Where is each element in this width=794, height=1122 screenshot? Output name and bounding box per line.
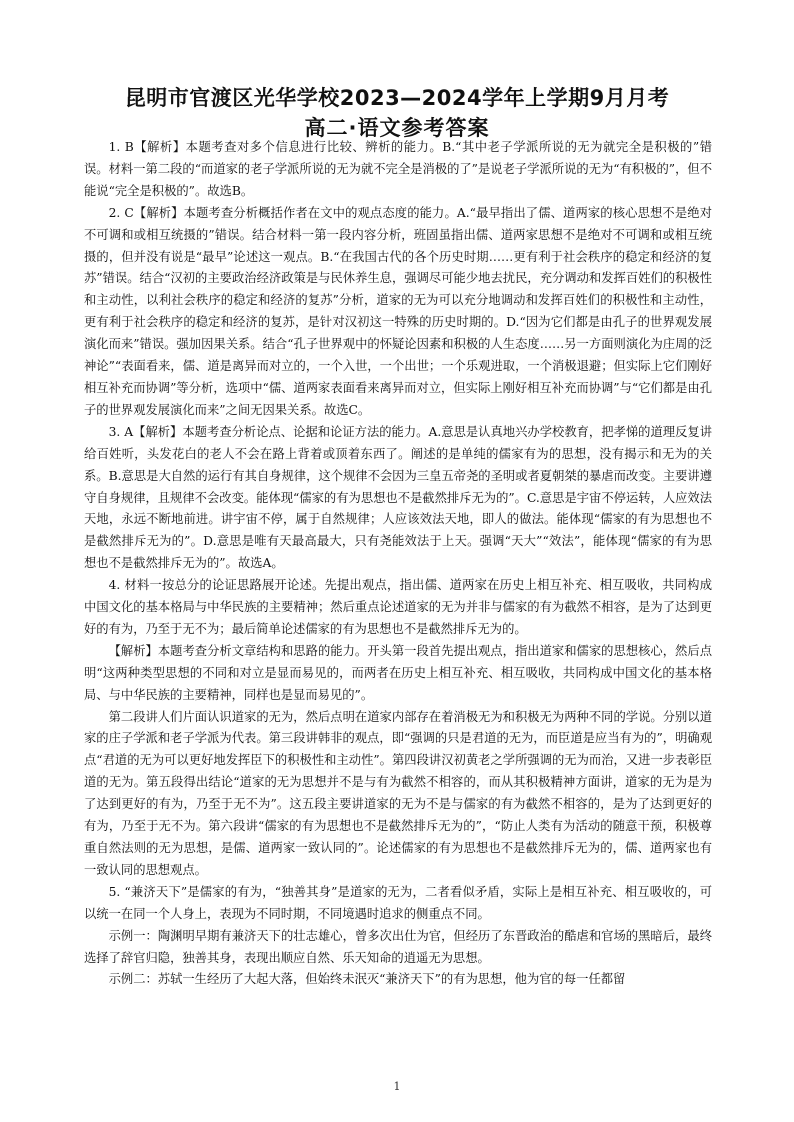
answer-q5-example-1: 示例一：陶渊明早期有兼济天下的壮志雄心，曾多次出仕为官，但经历了东晋政治的酷虐和官场的黑暗后，最终选择了辞官归隐，独善其身，表现出顺应自然、乐天知命的逍遥无为思想。 [84,928,712,965]
answer-q4: 4. 材料一按总分的论证思路展开论述。先提出观点，指出儒、道两家在历史上相互补充、相互吸收，共同构成中国文化的基本格局与中华民族的主要精神；然后重点论述道家的无为并非与儒家的有为截然不相容，是为了达到更好的有为，乃至于无不为；最后简单论述儒家的有为思想也不是截然排斥无为的。 [84,578,712,636]
answer-q5-example-2: 示例二：苏轼一生经历了大起大落，但始终未泯灭“兼济天下”的有为思想，他为官的每一任都留 [108,972,626,987]
answer-q1: 1. B【解析】本题考查对多个信息进行比较、辨析的能力。B.“其中老子学派所说的无为就完全是积极的”错误。材料一第二段的“而道家的老子学派所说的无为就不完全是消极的了”是说老子学派所说的无为“有积极的”，但不能说“完全是积极的”。故选B。 [84,140,712,198]
page-number: 1 [393,1080,401,1093]
answer-subtitle: 高二·语文参考答案 [304,116,490,140]
answer-q2: 2. C【解析】本题考查分析概括作者在文中的观点态度的能力。A.“最早指出了儒、道两家的核心思想不是绝对不可调和或相互统摄的”错误。结合材料一第一段内容分析，班固虽指出儒、道两家思想不是绝对不可调和或相互统摄的，但并没有说是“最早”论述这一观点。B.“在我国古代的各个历史时期……更有利于社会秩序的稳定和经济的复苏”错误。结合“汉初的主要政治经济政策是与民休养生息，强调尽可能少地去扰民，充分调动和发挥百姓们的积极性和主动性，以利社会秩序的稳定和经济的复苏”分析，道家的无为可以充分地调动和发挥百姓们的积极性和主动性，更有利于社会秩序的稳定和经济的复苏，是针对汉初这一特殊的历史时期的。D.“因为它们都是由孔子的世界观发展演化而来”错误。强加因果关系。结合“孔子世界观中的怀疑论因素和积极的人生态度……另一方面则演化为庄周的泛神论”“表面看来，儒、道是离异而对立的，一个入世，一个出世；一个乐观进取，一个消极退避；但实际上它们刚好相互补充而协调”等分析，选项中“儒、道两家表面看来离异而对立，但实际上刚好相互补充而协调”与“它们都是由孔子的世界观发展演化而来”之间无因果关系。故选C。 [84,205,712,417]
answer-q4-analysis: 【解析】本题考查分析文章结构和思路的能力。开头第一段首先提出观点，指出道家和儒家的思想核心，然后点明“这两种类型思想的不同和对立是显而易见的，而两者在历史上相互补充、相互吸收，共同构成中国文化的基本格局、与中华民族的主要精神，同样也是显而易见的”。 [84,643,712,702]
answer-q5: 5. “兼济天下”是儒家的有为，“独善其身”是道家的无为，二者看似矛盾，实际上是相互补充、相互吸收的，可以统一在同一个人身上，表现为不同时期，不同境遇时追求的侧重点不同。 [84,884,712,921]
answer-q4-analysis-cont: 第二段讲人们片面认识道家的无为，然后点明在道家内部存在着消极无为和积极无为两种不同的学说。分别以道家的庄子学派和老子学派为代表。第三段讲韩非的观点，即“强调的只是君道的无为，而臣道是应当有为的”，明确观点“君道的无为可以更好地发挥臣下的积极性和主动性”。第四段讲汉初黄老之学所强调的无为而治，又进一步表彰臣道的无为。第五段得出结论“道家的无为思想并不是与有为截然不相容的，而从其积极精神方面讲，道家的无为是为了达到更好的有为，乃至于无不为”。这五段主要讲道家的无为不是与儒家的有为截然不相容的，是为了达到更好的有为，乃至于无不为。第六段讲“儒家的有为思想也不是截然排斥无为的”，“防止人类有为活动的随意干预，积极尊重自然法则的无为思想，是儒、道两家一致认同的”。论述儒家的有为思想也不是截然排斥无为的，儒、道两家也有一致认同的思想观点。 [84,709,712,877]
exam-title: 昆明市官渡区光华学校2023—2024学年上学期9月月考 [124,86,670,110]
answer-body [84,137,712,991]
answer-q3: 3. A【解析】本题考查分析论点、论据和论证方法的能力。A.意思是认真地兴办学校教育，把孝悌的道理反复讲给百姓听，头发花白的老人不会在路上背着或顶着东西了。阐述的是单纯的儒家有为的思想，没有揭示和无为的关系。B.意思是大自然的运行有其自身规律，这个规律不会因为三皇五帝尧的圣明或者夏朝桀的暴虐而改变。主要讲遵守自身规律，且规律不会改变。能体现“儒家的有为思想也不是截然排斥无为的”。C.意思是宇宙不停运转，人应效法天地，永远不断地前进。讲宇宙不停，属于自然规律；人应该效法天地，即人的做法。能体现“儒家的有为思想也不是截然排斥无为的”。D.意思是唯有天最高最大，只有尧能效法于上天。强调“天大”“效法”，能体现“儒家的有为思想也不是截然排斥无为的”。故选A。 [84,424,713,571]
document-header [0,84,794,142]
